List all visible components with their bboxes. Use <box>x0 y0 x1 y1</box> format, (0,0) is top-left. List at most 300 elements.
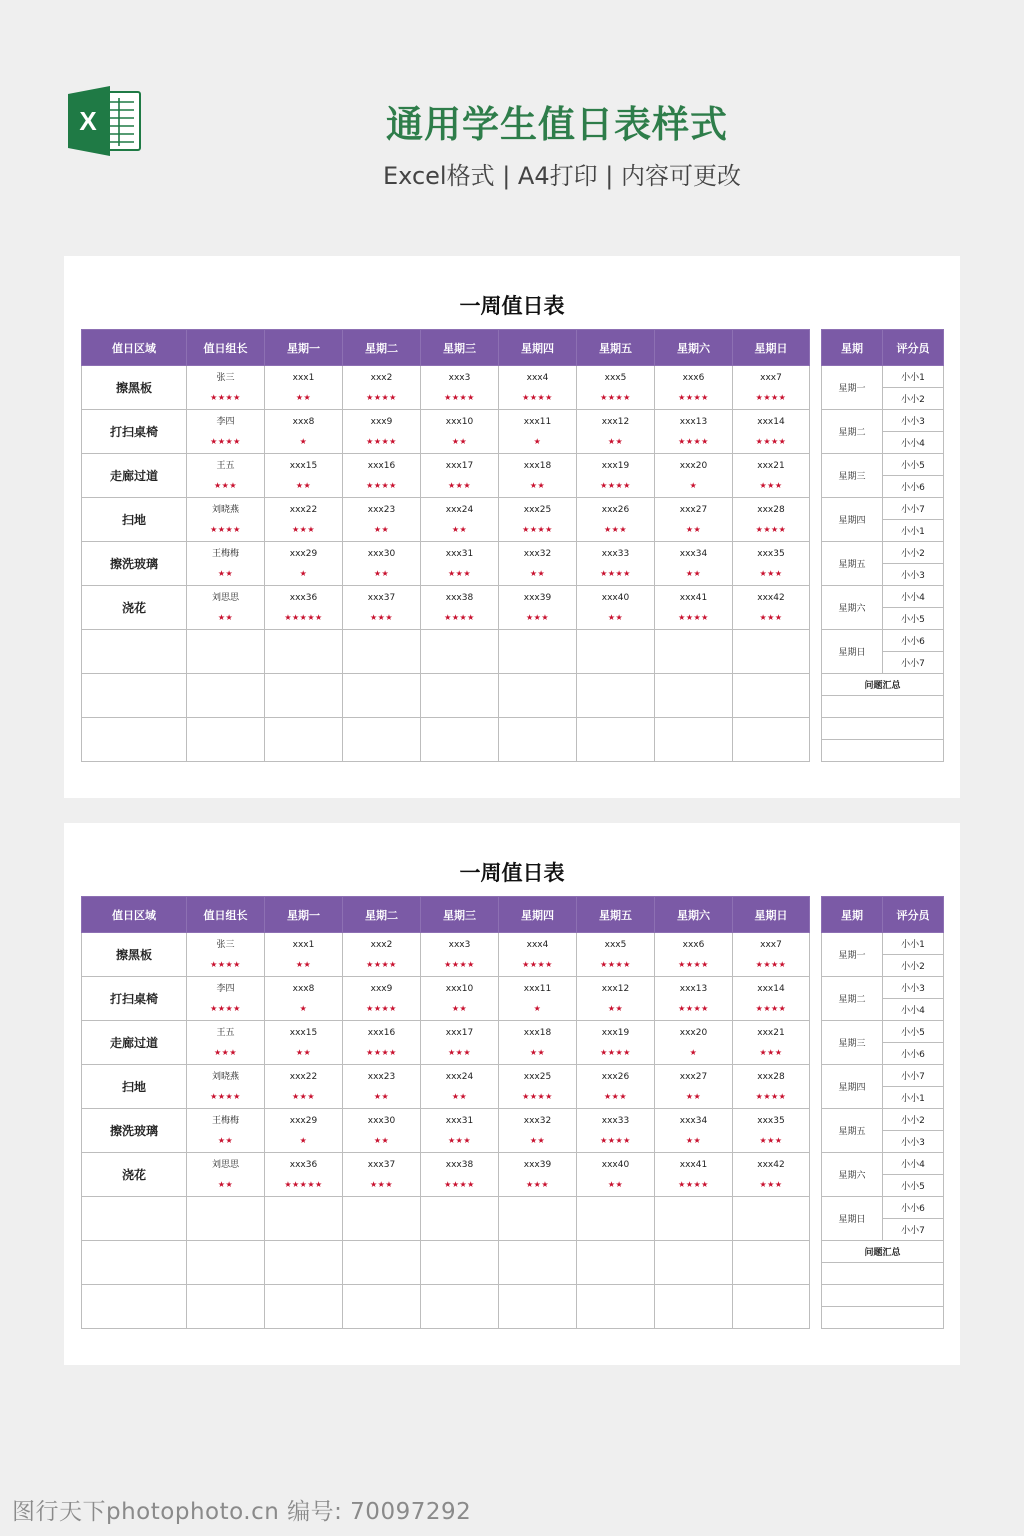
empty-cell[interactable] <box>499 1197 577 1241</box>
rater-cell[interactable]: 小小1 <box>883 1087 944 1109</box>
rater-cell[interactable]: 小小3 <box>883 564 944 586</box>
empty-cell[interactable] <box>82 1285 187 1329</box>
empty-cell[interactable] <box>265 1285 343 1329</box>
summary-blank-cell[interactable] <box>822 740 944 762</box>
leader-cell[interactable] <box>187 454 265 498</box>
rater-row <box>822 366 944 388</box>
area-cell[interactable]: 打扫桌椅 <box>82 977 187 1021</box>
duty-cell[interactable] <box>733 1065 810 1109</box>
star-rating: ★★★★ <box>755 392 787 402</box>
duty-cell[interactable] <box>655 366 733 410</box>
duty-cell[interactable] <box>421 410 499 454</box>
area-cell[interactable]: 浇花 <box>82 1153 187 1197</box>
rater-cell[interactable]: 小小5 <box>883 454 944 476</box>
duty-cell[interactable] <box>421 1065 499 1109</box>
rater-cell[interactable]: 小小5 <box>883 1021 944 1043</box>
empty-cell[interactable] <box>733 630 810 674</box>
area-cell[interactable]: 走廊过道 <box>82 454 187 498</box>
student-name: xxx29 <box>289 1115 318 1126</box>
leader-name: 刘思思 <box>211 1159 239 1170</box>
star-rating: ★★ <box>451 1003 468 1013</box>
empty-cell[interactable] <box>265 1241 343 1285</box>
duty-cell[interactable] <box>577 410 655 454</box>
rater-row <box>822 498 944 520</box>
table-row <box>82 1065 810 1109</box>
rater-cell[interactable]: 小小4 <box>883 999 944 1021</box>
empty-cell[interactable] <box>733 1197 810 1241</box>
empty-cell[interactable] <box>499 1241 577 1285</box>
empty-row <box>82 1285 810 1329</box>
student-name: xxx30 <box>367 1115 396 1126</box>
student-name: xxx30 <box>367 548 396 559</box>
duty-cell[interactable] <box>265 586 343 630</box>
empty-cell[interactable] <box>343 1285 421 1329</box>
student-name: xxx35 <box>757 1115 785 1126</box>
leader-name: 王五 <box>216 460 235 471</box>
empty-cell[interactable] <box>265 630 343 674</box>
student-name: xxx3 <box>448 372 471 383</box>
empty-cell[interactable] <box>82 718 187 762</box>
star-rating: ★★★ <box>603 524 627 534</box>
weekday-cell[interactable]: 星期四 <box>822 1065 883 1109</box>
empty-cell[interactable] <box>655 1241 733 1285</box>
duty-cell[interactable] <box>499 1109 577 1153</box>
table-header-row <box>82 897 810 933</box>
student-name: xxx12 <box>601 416 630 427</box>
empty-cell[interactable] <box>187 1285 265 1329</box>
empty-cell[interactable] <box>655 718 733 762</box>
student-name: xxx8 <box>292 983 315 994</box>
empty-cell[interactable] <box>655 1285 733 1329</box>
star-rating: ★★★★ <box>366 1003 397 1013</box>
empty-cell[interactable] <box>499 1285 577 1329</box>
rater-cell[interactable]: 小小5 <box>883 608 944 630</box>
weekday-cell[interactable]: 星期一 <box>822 366 883 410</box>
star-rating: ★★★★ <box>522 524 553 534</box>
rater-cell[interactable]: 小小2 <box>883 955 944 977</box>
weekday-cell[interactable]: 星期四 <box>822 498 883 542</box>
rater-row <box>822 1197 944 1219</box>
student-name: xxx34 <box>679 1115 708 1126</box>
column-header: 评分员 <box>883 330 944 366</box>
empty-cell[interactable] <box>577 1285 655 1329</box>
duty-cell[interactable] <box>343 498 421 542</box>
duty-cell[interactable] <box>265 454 343 498</box>
student-name: xxx22 <box>289 1071 318 1082</box>
duty-cell[interactable] <box>577 1021 655 1065</box>
empty-cell[interactable] <box>655 630 733 674</box>
area-cell[interactable]: 擦黑板 <box>82 933 187 977</box>
duty-cell[interactable] <box>733 1109 810 1153</box>
leader-cell[interactable] <box>187 933 265 977</box>
empty-cell[interactable] <box>343 630 421 674</box>
duty-cell[interactable] <box>577 1153 655 1197</box>
rater-cell[interactable]: 小小7 <box>883 1065 944 1087</box>
student-name: xxx27 <box>679 1071 708 1082</box>
student-name: xxx31 <box>445 548 474 559</box>
duty-cell[interactable] <box>499 1021 577 1065</box>
watermark: 图行天下photophoto.cn 编号: 70097292 <box>12 1499 472 1525</box>
duty-cell[interactable] <box>421 933 499 977</box>
empty-cell[interactable] <box>265 1197 343 1241</box>
leader-cell[interactable] <box>187 586 265 630</box>
duty-cell[interactable] <box>499 1065 577 1109</box>
column-header: 星期三 <box>421 330 499 366</box>
area-cell[interactable]: 擦洗玻璃 <box>82 1109 187 1153</box>
student-name: xxx33 <box>601 1115 630 1126</box>
weekday-cell[interactable]: 星期六 <box>822 1153 883 1197</box>
rater-cell[interactable]: 小小7 <box>883 498 944 520</box>
star-rating: ★★★★ <box>210 436 241 446</box>
duty-cell[interactable] <box>343 410 421 454</box>
duty-cell[interactable] <box>577 1109 655 1153</box>
duty-cell[interactable] <box>343 586 421 630</box>
duty-cell[interactable] <box>733 977 810 1021</box>
empty-cell[interactable] <box>82 674 187 718</box>
empty-cell[interactable] <box>733 718 810 762</box>
leader-cell[interactable] <box>187 498 265 542</box>
rater-cell[interactable]: 小小1 <box>883 366 944 388</box>
duty-cell[interactable] <box>343 1065 421 1109</box>
duty-cell[interactable] <box>733 1153 810 1197</box>
student-name: xxx39 <box>523 1159 552 1170</box>
student-name: xxx20 <box>679 1027 708 1038</box>
duty-cell[interactable] <box>499 410 577 454</box>
duty-cell[interactable] <box>655 586 733 630</box>
duty-cell[interactable] <box>265 410 343 454</box>
summary-blank-cell[interactable] <box>822 1263 944 1285</box>
empty-cell[interactable] <box>655 674 733 718</box>
student-name: xxx36 <box>289 592 318 603</box>
star-rating: ★★★★ <box>600 568 631 578</box>
rater-cell[interactable]: 小小1 <box>883 520 944 542</box>
table-row <box>82 366 810 410</box>
column-header: 星期二 <box>343 330 421 366</box>
rater-cell[interactable]: 小小4 <box>883 586 944 608</box>
leader-name: 刘晓燕 <box>211 1071 239 1082</box>
empty-cell[interactable] <box>82 1197 187 1241</box>
duty-cell[interactable] <box>733 542 810 586</box>
duty-cell[interactable] <box>421 542 499 586</box>
duty-cell[interactable] <box>655 410 733 454</box>
student-name: xxx42 <box>757 592 785 603</box>
rater-cell[interactable]: 小小2 <box>883 388 944 410</box>
leader-cell[interactable] <box>187 1021 265 1065</box>
student-name: xxx17 <box>445 460 474 471</box>
weekday-cell[interactable]: 星期五 <box>822 1109 883 1153</box>
duty-cell[interactable] <box>499 498 577 542</box>
column-header: 星期日 <box>733 330 810 366</box>
duty-cell[interactable] <box>577 498 655 542</box>
weekday-cell[interactable]: 星期二 <box>822 977 883 1021</box>
duty-cell[interactable] <box>265 1153 343 1197</box>
duty-cell[interactable] <box>655 977 733 1021</box>
duty-cell[interactable] <box>421 977 499 1021</box>
empty-cell[interactable] <box>187 630 265 674</box>
column-header: 星期三 <box>421 897 499 933</box>
rater-cell[interactable]: 小小2 <box>883 1109 944 1131</box>
empty-cell[interactable] <box>82 1241 187 1285</box>
duty-cell[interactable] <box>499 933 577 977</box>
rater-cell[interactable]: 小小7 <box>883 1219 944 1241</box>
empty-cell[interactable] <box>421 1241 499 1285</box>
duty-cell[interactable] <box>343 1021 421 1065</box>
leader-cell[interactable] <box>187 977 265 1021</box>
empty-cell[interactable] <box>577 630 655 674</box>
rater-cell[interactable]: 小小7 <box>883 652 944 674</box>
rater-cell[interactable]: 小小3 <box>883 1131 944 1153</box>
duty-cell[interactable] <box>733 933 810 977</box>
student-name: xxx4 <box>526 939 549 950</box>
star-rating: ★★ <box>685 1135 702 1145</box>
empty-cell[interactable] <box>499 630 577 674</box>
leader-cell[interactable] <box>187 410 265 454</box>
empty-cell[interactable] <box>343 1197 421 1241</box>
duty-cell[interactable] <box>265 933 343 977</box>
duty-cell[interactable] <box>733 586 810 630</box>
duty-cell[interactable] <box>499 586 577 630</box>
star-rating: ★★★★★ <box>284 1179 323 1189</box>
area-cell[interactable]: 扫地 <box>82 498 187 542</box>
duty-cell[interactable] <box>655 1021 733 1065</box>
duty-cell[interactable] <box>343 1109 421 1153</box>
empty-cell[interactable] <box>577 1241 655 1285</box>
duty-cell[interactable] <box>265 977 343 1021</box>
duty-cell[interactable] <box>655 1065 733 1109</box>
star-rating: ★★★★ <box>600 1047 631 1057</box>
rater-row <box>822 1109 944 1131</box>
summary-blank-cell[interactable] <box>822 696 944 718</box>
table-row <box>82 410 810 454</box>
leader-name: 张三 <box>216 372 235 383</box>
duty-cell[interactable] <box>343 542 421 586</box>
student-name: xxx16 <box>367 460 396 471</box>
rater-cell[interactable]: 小小5 <box>883 1175 944 1197</box>
empty-cell[interactable] <box>421 630 499 674</box>
area-cell[interactable]: 擦黑板 <box>82 366 187 410</box>
duty-cell[interactable] <box>499 366 577 410</box>
empty-cell[interactable] <box>655 1197 733 1241</box>
student-name: xxx5 <box>604 939 627 950</box>
duty-cell[interactable] <box>733 1021 810 1065</box>
empty-cell[interactable] <box>187 1241 265 1285</box>
duty-cell[interactable] <box>421 1109 499 1153</box>
star-rating: ★★★ <box>759 1179 783 1189</box>
duty-cell[interactable] <box>655 542 733 586</box>
star-rating: ★★★★ <box>600 959 631 969</box>
weekday-cell[interactable]: 星期三 <box>822 454 883 498</box>
star-rating: ★★★★ <box>210 524 241 534</box>
summary-row <box>822 1241 944 1263</box>
duty-cell[interactable] <box>577 454 655 498</box>
duty-cell[interactable] <box>343 366 421 410</box>
duty-cell[interactable] <box>655 1153 733 1197</box>
area-cell[interactable]: 扫地 <box>82 1065 187 1109</box>
duty-cell[interactable] <box>499 1153 577 1197</box>
star-rating: ★★★★ <box>755 524 787 534</box>
duty-cell[interactable] <box>343 1153 421 1197</box>
schedule-card <box>64 256 960 798</box>
column-header: 星期一 <box>265 330 343 366</box>
duty-cell[interactable] <box>421 1021 499 1065</box>
student-name: xxx19 <box>601 1027 630 1038</box>
rater-row <box>822 1021 944 1043</box>
empty-cell[interactable] <box>265 718 343 762</box>
duty-cell[interactable] <box>265 1109 343 1153</box>
column-header: 星期四 <box>499 330 577 366</box>
duty-cell[interactable] <box>577 977 655 1021</box>
star-rating: ★ <box>299 1003 308 1013</box>
empty-cell[interactable] <box>499 674 577 718</box>
duty-cell[interactable] <box>733 454 810 498</box>
weekday-cell[interactable]: 星期六 <box>822 586 883 630</box>
leader-cell[interactable] <box>187 1109 265 1153</box>
column-header: 值日组长 <box>187 897 265 933</box>
star-rating: ★★★★ <box>755 1003 787 1013</box>
weekday-cell[interactable]: 星期日 <box>822 630 883 674</box>
empty-cell[interactable] <box>421 674 499 718</box>
empty-row <box>82 630 810 674</box>
duty-cell[interactable] <box>421 366 499 410</box>
area-cell[interactable]: 浇花 <box>82 586 187 630</box>
rater-cell[interactable]: 小小4 <box>883 432 944 454</box>
star-rating: ★★★ <box>525 1179 549 1189</box>
duty-cell[interactable] <box>343 454 421 498</box>
duty-cell[interactable] <box>577 586 655 630</box>
duty-cell[interactable] <box>733 498 810 542</box>
empty-cell[interactable] <box>577 674 655 718</box>
star-rating: ★ <box>533 1003 542 1013</box>
duty-cell[interactable] <box>577 933 655 977</box>
star-rating: ★★ <box>373 524 390 534</box>
weekday-cell[interactable]: 星期二 <box>822 410 883 454</box>
rater-cell[interactable]: 小小3 <box>883 410 944 432</box>
area-cell[interactable]: 擦洗玻璃 <box>82 542 187 586</box>
empty-cell[interactable] <box>265 674 343 718</box>
duty-cell[interactable] <box>655 498 733 542</box>
rater-cell[interactable]: 小小6 <box>883 1197 944 1219</box>
star-rating: ★★★★ <box>210 1091 241 1101</box>
duty-cell[interactable] <box>733 410 810 454</box>
duty-cell[interactable] <box>655 454 733 498</box>
duty-cell[interactable] <box>499 542 577 586</box>
student-name: xxx37 <box>367 1159 396 1170</box>
empty-cell[interactable] <box>733 674 810 718</box>
duty-cell[interactable] <box>265 498 343 542</box>
empty-cell[interactable] <box>733 1285 810 1329</box>
area-cell[interactable]: 打扫桌椅 <box>82 410 187 454</box>
student-name: xxx35 <box>757 548 785 559</box>
student-name: xxx9 <box>370 983 393 994</box>
table-row <box>82 933 810 977</box>
duty-cell[interactable] <box>421 454 499 498</box>
duty-cell[interactable] <box>343 977 421 1021</box>
summary-blank-cell[interactable] <box>822 1285 944 1307</box>
empty-cell[interactable] <box>343 674 421 718</box>
star-rating: ★★ <box>451 436 468 446</box>
duty-cell[interactable] <box>577 366 655 410</box>
weekday-cell[interactable]: 星期一 <box>822 933 883 977</box>
empty-cell[interactable] <box>343 1241 421 1285</box>
summary-blank-row <box>822 1263 944 1285</box>
table-row <box>82 1109 810 1153</box>
student-name: xxx33 <box>601 548 630 559</box>
leader-name: 王五 <box>216 1027 235 1038</box>
empty-cell[interactable] <box>733 1241 810 1285</box>
rater-cell[interactable]: 小小6 <box>883 1043 944 1065</box>
star-rating: ★★ <box>529 1047 546 1057</box>
duty-cell[interactable] <box>421 498 499 542</box>
empty-cell[interactable] <box>187 718 265 762</box>
duty-cell[interactable] <box>499 977 577 1021</box>
star-rating: ★★★ <box>369 612 393 622</box>
leader-cell[interactable] <box>187 366 265 410</box>
duty-cell[interactable] <box>265 1021 343 1065</box>
student-name: xxx7 <box>760 939 782 950</box>
rater-cell[interactable]: 小小3 <box>883 977 944 999</box>
leader-cell[interactable] <box>187 542 265 586</box>
rater-cell[interactable]: 小小1 <box>883 933 944 955</box>
empty-cell[interactable] <box>421 1285 499 1329</box>
summary-label: 问题汇总 <box>822 1241 944 1263</box>
student-name: xxx21 <box>757 460 785 471</box>
duty-cell[interactable] <box>655 1109 733 1153</box>
leader-name: 王梅梅 <box>211 1115 239 1126</box>
duty-cell[interactable] <box>265 1065 343 1109</box>
duty-cell[interactable] <box>577 1065 655 1109</box>
leader-cell[interactable] <box>187 1153 265 1197</box>
duty-cell[interactable] <box>655 933 733 977</box>
duty-cell[interactable] <box>421 1153 499 1197</box>
student-name: xxx11 <box>523 416 552 427</box>
summary-blank-cell[interactable] <box>822 1307 944 1329</box>
star-rating: ★★ <box>451 524 468 534</box>
duty-cell[interactable] <box>577 542 655 586</box>
area-cell[interactable]: 走廊过道 <box>82 1021 187 1065</box>
student-name: xxx4 <box>526 372 549 383</box>
empty-cell[interactable] <box>187 674 265 718</box>
weekday-cell[interactable]: 星期三 <box>822 1021 883 1065</box>
star-rating: ★★★★ <box>366 959 397 969</box>
duty-cell[interactable] <box>343 933 421 977</box>
duty-cell[interactable] <box>499 454 577 498</box>
empty-cell[interactable] <box>343 718 421 762</box>
weekday-cell[interactable]: 星期日 <box>822 1197 883 1241</box>
empty-cell[interactable] <box>421 1197 499 1241</box>
student-name: xxx40 <box>601 592 630 603</box>
empty-cell[interactable] <box>421 718 499 762</box>
empty-cell[interactable] <box>577 1197 655 1241</box>
rater-cell[interactable]: 小小6 <box>883 630 944 652</box>
weekday-cell[interactable]: 星期五 <box>822 542 883 586</box>
star-rating: ★★★★ <box>600 1135 631 1145</box>
duty-cell[interactable] <box>265 542 343 586</box>
empty-cell[interactable] <box>82 630 187 674</box>
empty-cell[interactable] <box>187 1197 265 1241</box>
table-row <box>82 1153 810 1197</box>
empty-cell[interactable] <box>577 718 655 762</box>
rater-cell[interactable]: 小小2 <box>883 542 944 564</box>
leader-name: 李四 <box>216 983 235 994</box>
rater-cell[interactable]: 小小4 <box>883 1153 944 1175</box>
rater-cell[interactable]: 小小6 <box>883 476 944 498</box>
duty-cell[interactable] <box>265 366 343 410</box>
duty-cell[interactable] <box>421 586 499 630</box>
summary-blank-cell[interactable] <box>822 718 944 740</box>
leader-cell[interactable] <box>187 1065 265 1109</box>
empty-cell[interactable] <box>499 718 577 762</box>
duty-cell[interactable] <box>733 366 810 410</box>
